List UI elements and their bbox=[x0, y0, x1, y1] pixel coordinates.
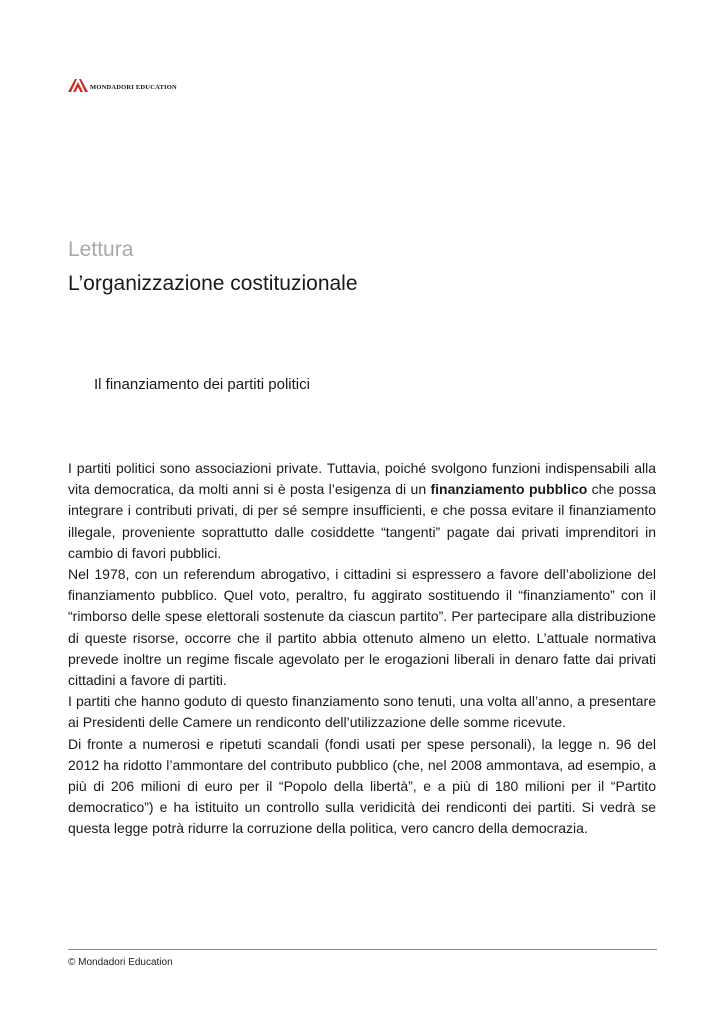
publisher-logo bbox=[68, 78, 177, 92]
mondadori-rose-icon bbox=[68, 78, 88, 92]
article-body bbox=[68, 458, 656, 840]
footer-copyright: © Mondadori Education bbox=[68, 957, 173, 968]
paragraph-1-text-a: I partiti politici sono associazioni private. Tuttavia, poiché svolgono funzioni indispensabili alla vita democratica, da molti anni si è posta l’esigenza di un bbox=[68, 460, 656, 498]
paragraph-3: I partiti che hanno goduto di questo finanziamento sono tenuti, una volta all’anno, a presentare ai Presidenti delle Camere un rendiconto dell’utilizzazione delle somme ricevute. bbox=[68, 693, 656, 731]
reading-subtitle: Il finanziamento dei partiti politici bbox=[94, 376, 310, 393]
highlight-term: finanziamento pubblico bbox=[430, 481, 588, 498]
paragraph-4: Di fronte a numerosi e ripetuti scandali (fondi usati per spese personali), la legge n. 96 del 2012 ha ridotto l’ammontare del contributo pubblico (che, nel 2008 ammontava, ad esempio, a più di 206 milioni di euro per il “Popolo della libertà”, e a più di 180 milioni per il “Partito democratico”) e ha istituito un controllo sulla veridicità dei rendiconti dei partiti. Si vedrà se questa legge potrà ridurre la corruzione della politica, vero cancro della democrazia. bbox=[68, 735, 656, 837]
paragraph-1-text-b: che possa integrare i contributi privati, di per sé sempre insufficienti, e che possa evitare il finanziamento illegale, proveniente soprattutto dalle cosiddette “tangenti” pagate dai privati imprenditori in cambio di favori pubblici. bbox=[68, 481, 656, 561]
section-kicker: Lettura bbox=[68, 238, 134, 261]
footer-divider bbox=[68, 949, 657, 950]
page-title: L’organizzazione costituzionale bbox=[68, 272, 358, 295]
brand-name: MONDADORI EDUCATION bbox=[90, 83, 177, 91]
paragraph-2: Nel 1978, con un referendum abrogativo, i cittadini si espressero a favore dell’abolizione del finanziamento pubblico. Quel voto, peraltro, fu aggirato sostituendo il “finanziamento” con il “rimborso delle spese elettorali sostenute da ciascun partito”. Per partecipare alla distribuzione di queste risorse, occorre che il partito abbia ottenuto almeno un eletto. L’attuale normativa prevede inoltre un regime fiscale agevolato per le erogazioni liberali in denaro fatte dai privati cittadini a favore di partiti. bbox=[68, 566, 656, 689]
paragraph-1 bbox=[68, 458, 656, 564]
